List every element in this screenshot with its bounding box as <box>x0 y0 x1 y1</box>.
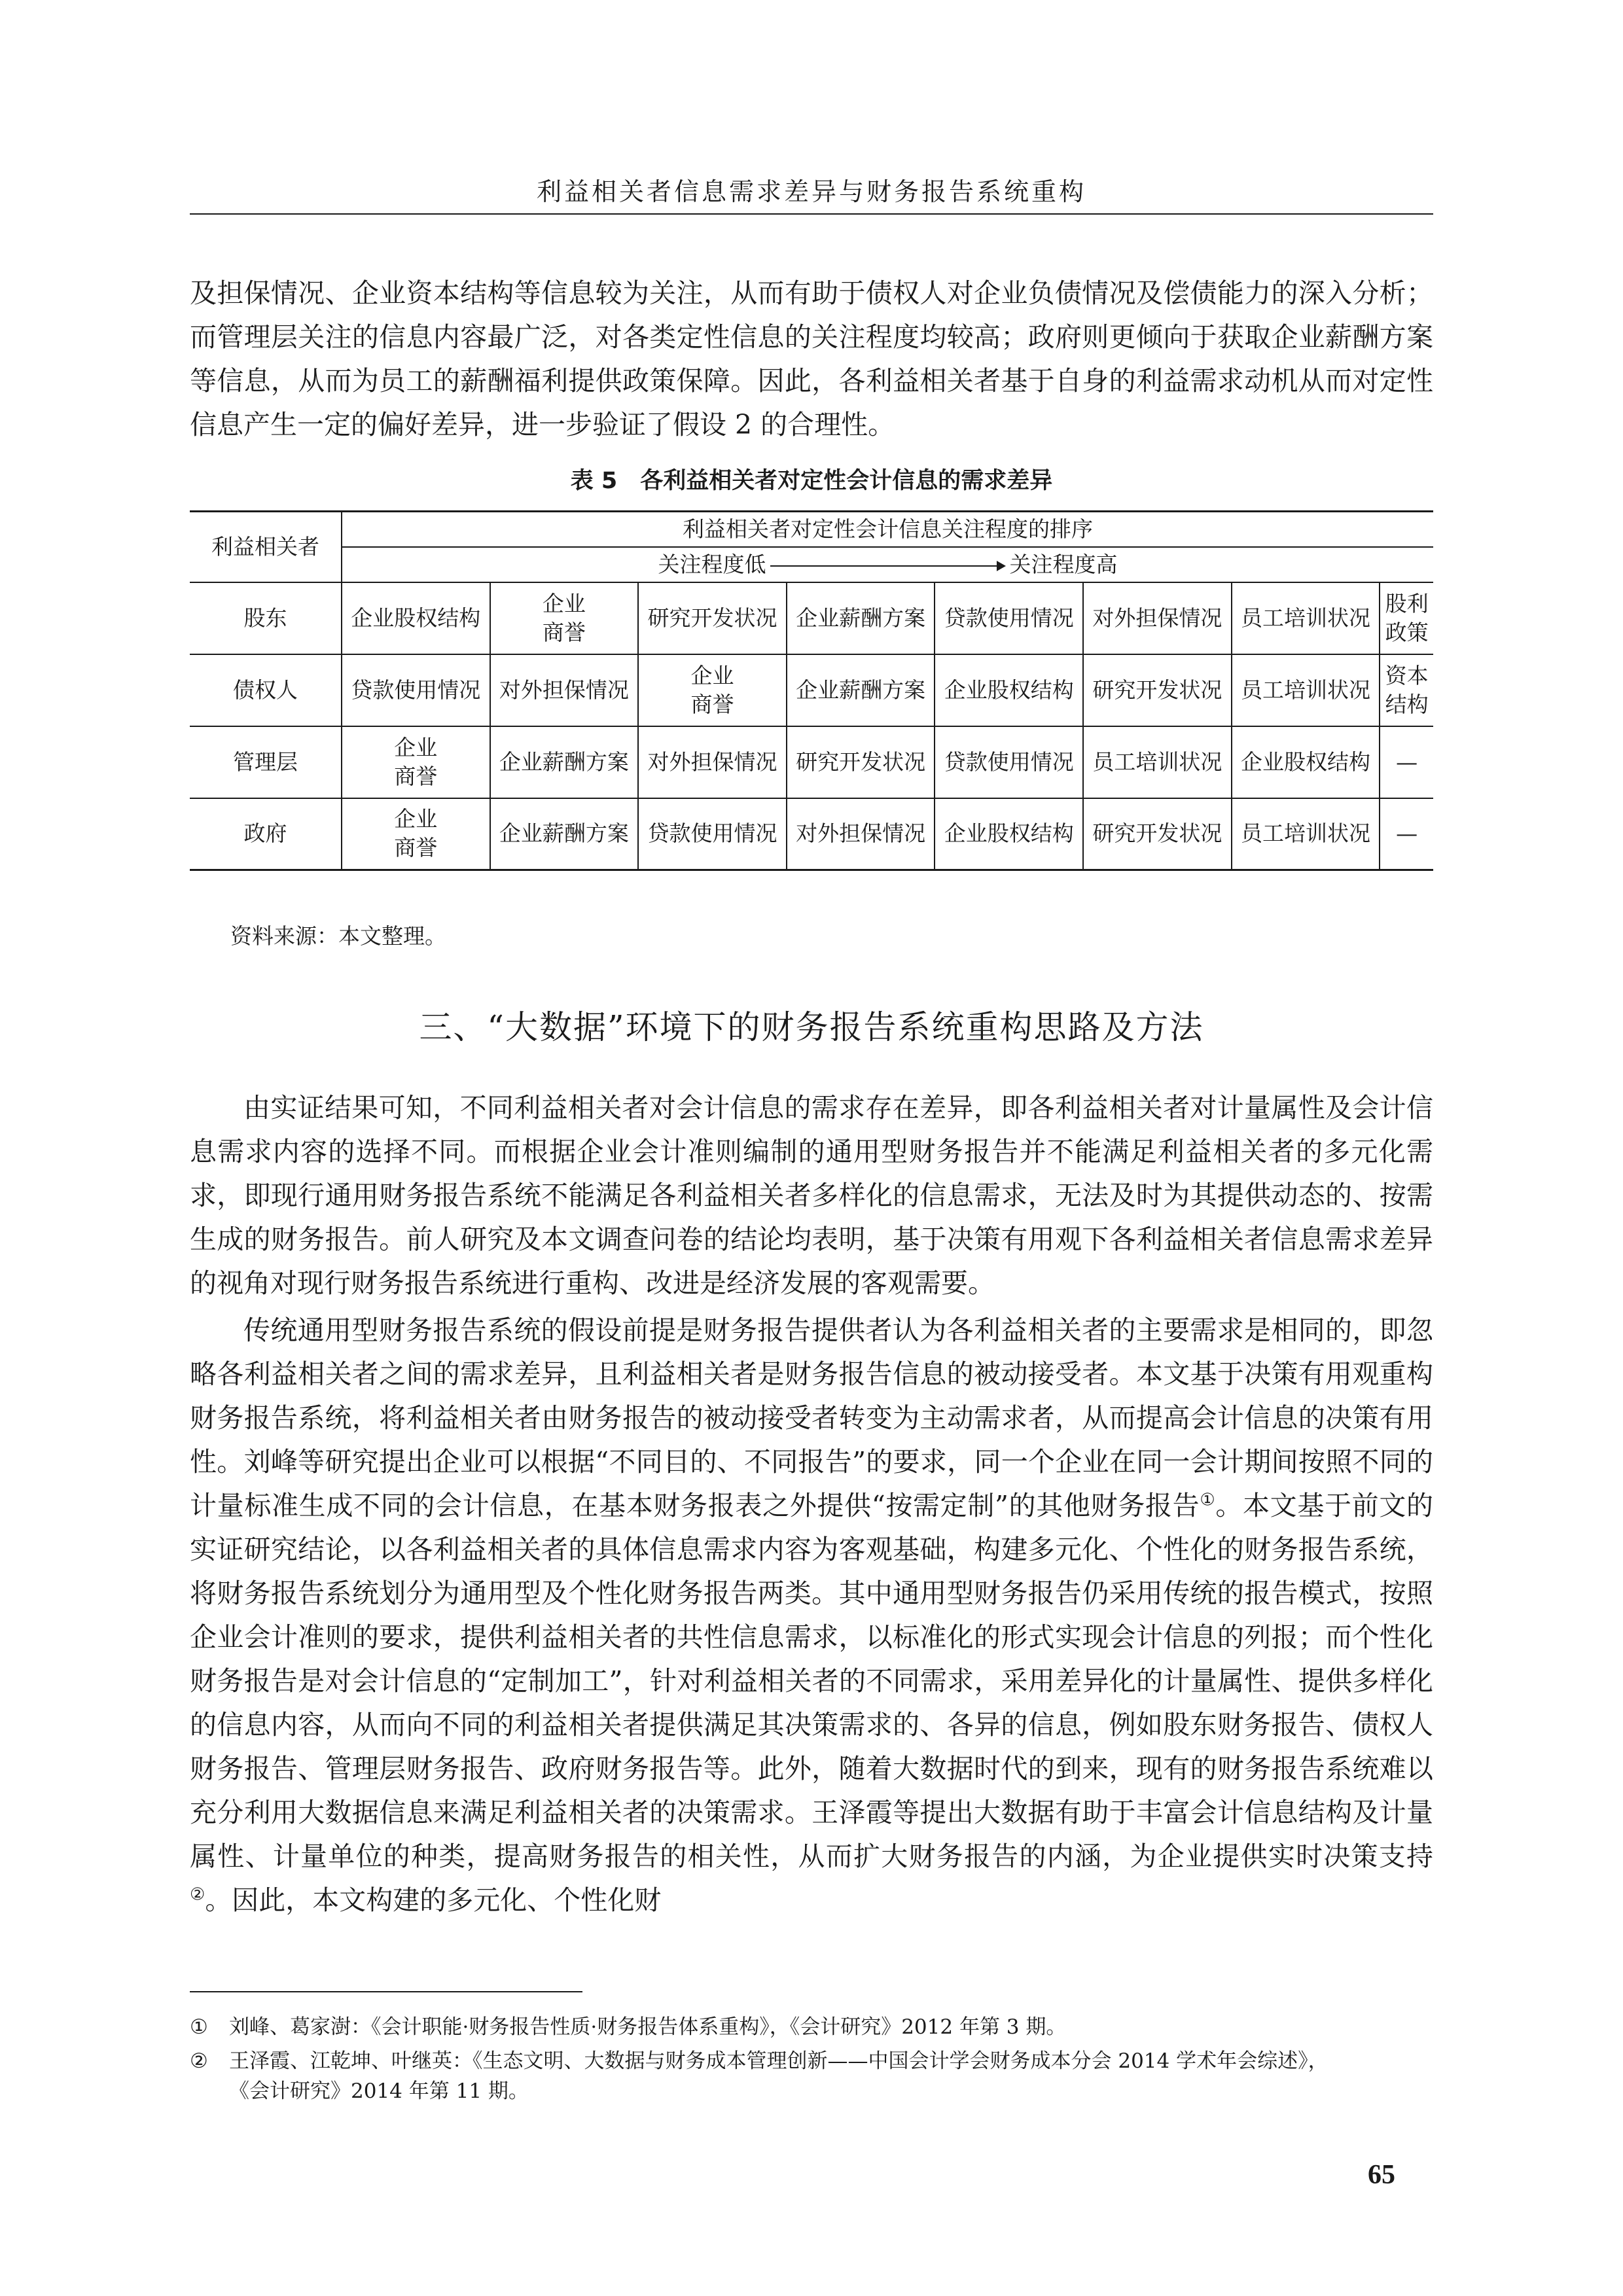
table-cell: 员工培训状况 <box>1232 582 1380 654</box>
stakeholder-header: 利益相关者 <box>190 512 342 582</box>
table-cell: 对外担保情况 <box>787 798 935 870</box>
table-cell: 员工培训状况 <box>1232 798 1380 870</box>
footnote-ref-1[interactable]: ① <box>1200 1490 1216 1510</box>
table-cell: — <box>1380 726 1433 798</box>
row-stakeholder: 债权人 <box>190 654 342 726</box>
ranking-header: 利益相关者对定性会计信息关注程度的排序 <box>342 512 1433 547</box>
stakeholder-table <box>190 510 1433 871</box>
table-cell: 企业 商誉 <box>638 654 787 726</box>
table-cell: 员工培训状况 <box>1083 726 1232 798</box>
low-label: 关注程度低 <box>658 551 766 577</box>
table-cell: 研究开发状况 <box>787 726 935 798</box>
table-cell: 企业股权结构 <box>1232 726 1380 798</box>
table-caption: 表 5 各利益相关者对定性会计信息的需求差异 <box>570 468 1053 494</box>
table-cell: 对外担保情况 <box>1083 582 1232 654</box>
footnote-text: 刘峰、葛家澍：《会计职能·财务报告性质·财务报告体系重构》，《会计研究》2012 年第 3 期。 <box>229 2015 1067 2039</box>
paragraph-2: 由实证结果可知，不同利益相关者对会计信息的需求存在差异，即各利益相关者对计量属性及会计信息需求内容的选择不同。而根据企业会计准则编制的通用型财务报告并不能满足利益相关者的多元化需求，即现行通用财务报告系统不能满足各利益相关者多样化的信息需求，无法及时为其提供动态的、按需生成的财务报告。前人研究及本文调查问卷的结论均表明，基于决策有用观下各利益相关者信息需求差异的视角对现行财务报告系统进行重构、改进是经济发展的客观需要。 <box>190 1092 1433 1299</box>
table-cell: 企业股权结构 <box>935 798 1083 870</box>
table-cell: — <box>1380 798 1433 870</box>
table-cell: 企业薪酬方案 <box>787 654 935 726</box>
paragraph-3 <box>190 1309 1433 1922</box>
table-cell: 员工培训状况 <box>1232 654 1380 726</box>
header-rule <box>190 213 1433 215</box>
paragraph-3-text: 传统通用型财务报告系统的假设前提是财务报告提供者认为各利益相关者的主要需求是相同的，即忽略各利益相关者之间的需求差异，且利益相关者是财务报告信息的被动接受者。本文基于决策有用观重构财务报告系统，将利益相关者由财务报告的被动接受者转变为主动需求者，从而提高会计信息的决策有用性。刘峰等研究提出企业可以根据“不同目的、不同报告”的要求，同一个企业在同一会计期间按照不同的计量标准生成不同的会计信息，在基本财务报表之外提供“按需定制”的其他财务报告 <box>190 1315 1433 1521</box>
running-header: 利益相关者信息需求差异与财务报告系统重构 <box>536 177 1086 206</box>
table-source-note: 资料来源：本文整理。 <box>230 923 446 949</box>
table-cell: 贷款使用情况 <box>935 582 1083 654</box>
section-heading: 三、“大数据”环境下的财务报告系统重构思路及方法 <box>419 1008 1204 1046</box>
paragraph-3-text: 。本文基于前文的实证研究结论，以各利益相关者的具体信息需求内容为客观基础，构建多元化、个性化的财务报告系统，将财务报告系统划分为通用型及个性化财务报告两类。其中通用型财务报告仍采用传统的报告模式，按照企业会计准则的要求，提供利益相关者的共性信息需求，以标准化的形式实现会计信息的列报；而个性化财务报告是对会计信息的“定制加工”，针对利益相关者的不同需求，采用差异化的计量属性、提供多样化的信息内容，从而向不同的利益相关者提供满足其决策需求的、各异的信息，例如股东财务报告、债权人财务报告、管理层财务报告、政府财务报告等。此外，随着大数据时代的到来，现有的财务报告系统难以充分利用大数据信息来满足利益相关者的决策需求。王泽霞等提出大数据有助于丰富会计信息结构及计量属性、计量单位的种类，提高财务报告的相关性，从而扩大财务报告的内涵，为企业提供实时决策支持 <box>190 1490 1434 1872</box>
table-cell: 贷款使用情况 <box>638 798 787 870</box>
footnote-mark: ② <box>190 2049 208 2073</box>
row-stakeholder: 股东 <box>190 582 342 654</box>
table-row <box>190 726 1433 798</box>
footnote-2 <box>190 2046 1433 2106</box>
table-cell: 研究开发状况 <box>1083 798 1232 870</box>
table-cell: 研究开发状况 <box>1083 654 1232 726</box>
footnote-text: 王泽霞、江乾坤、叶继英：《生态文明、大数据与财务成本管理创新——中国会计学会财务成本分会 2014 学术年会综述》， <box>229 2049 1329 2073</box>
table-cell: 企业薪酬方案 <box>490 726 639 798</box>
table-row <box>190 798 1433 870</box>
table-cell: 研究开发状况 <box>638 582 787 654</box>
table-cell: 企业 商誉 <box>342 726 490 798</box>
table-cell: 股利 政策 <box>1380 582 1433 654</box>
table-cell: 企业薪酬方案 <box>490 798 639 870</box>
high-label: 关注程度高 <box>1009 551 1118 577</box>
table-cell: 对外担保情况 <box>638 726 787 798</box>
table-row <box>190 582 1433 654</box>
arrow-right-icon <box>770 565 1006 567</box>
footnote-1 <box>190 2012 1433 2042</box>
table-cell: 贷款使用情况 <box>935 726 1083 798</box>
row-stakeholder: 政府 <box>190 798 342 870</box>
ranking-direction <box>342 547 1433 582</box>
table-cell: 企业 商誉 <box>490 582 639 654</box>
paragraph-3-text: 。因此，本文构建的多元化、个性化财 <box>205 1884 662 1916</box>
footnote-ref-2[interactable]: ② <box>190 1884 205 1905</box>
table-cell: 资本 结构 <box>1380 654 1433 726</box>
page-number: 65 <box>1368 2160 1395 2190</box>
paragraph-1: 及担保情况、企业资本结构等信息较为关注，从而有助于债权人对企业负债情况及偿债能力的深入分析；而管理层关注的信息内容最广泛，对各类定性信息的关注程度均较高；政府则更倾向于获取企业薪酬方案等信息，从而为员工的薪酬福利提供政策保障。因此，各利益相关者基于自身的利益需求动机从而对定性信息产生一定的偏好差异，进一步验证了假设 2 的合理性。 <box>190 277 1433 440</box>
row-stakeholder: 管理层 <box>190 726 342 798</box>
table-cell: 对外担保情况 <box>490 654 639 726</box>
table-cell: 企业薪酬方案 <box>787 582 935 654</box>
table-cell: 贷款使用情况 <box>342 654 490 726</box>
table-cell: 企业股权结构 <box>342 582 490 654</box>
footnote-continuation: 《会计研究》2014 年第 11 期。 <box>229 2079 529 2103</box>
table-cell: 企业 商誉 <box>342 798 490 870</box>
footnote-rule <box>190 1991 582 1992</box>
table-row <box>190 654 1433 726</box>
footnote-mark: ① <box>190 2015 208 2039</box>
table-cell: 企业股权结构 <box>935 654 1083 726</box>
